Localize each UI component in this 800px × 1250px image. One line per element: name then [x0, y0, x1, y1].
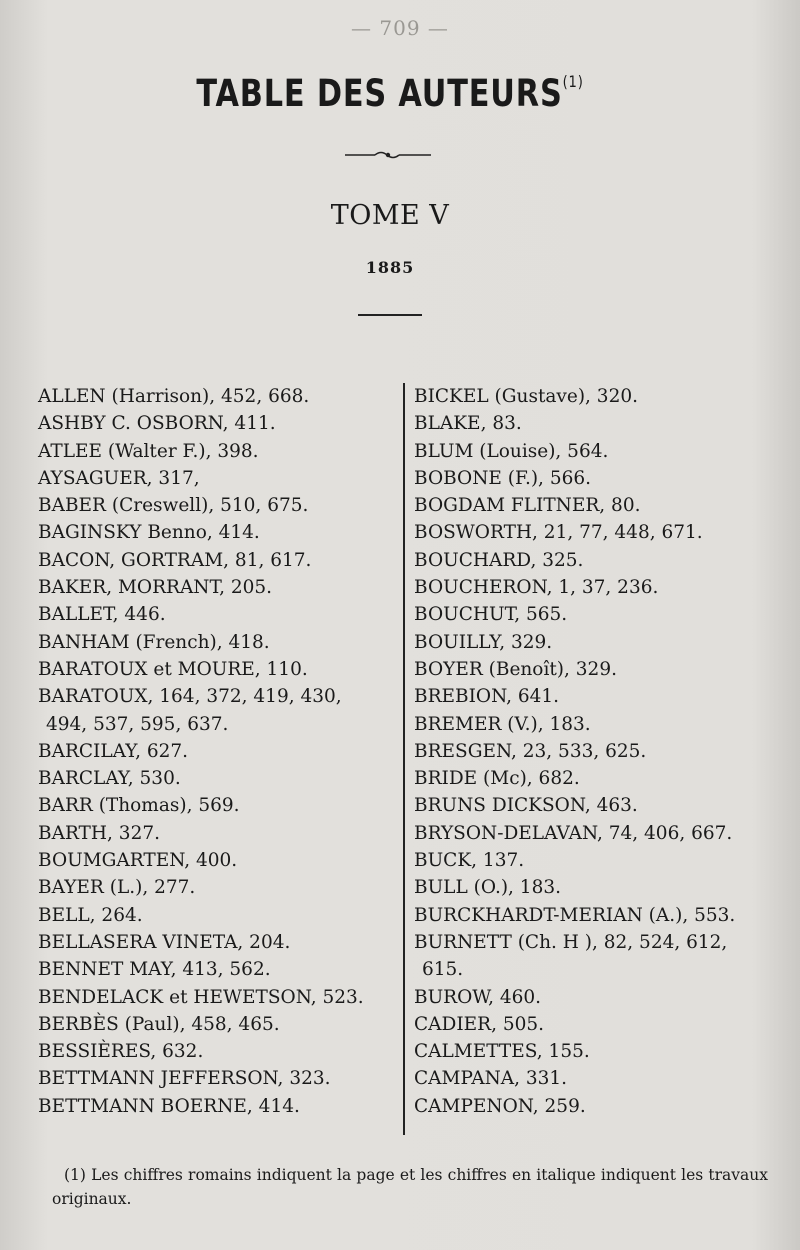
title-footnote-mark: (1): [562, 72, 584, 91]
index-entry: BARCILAY, 627.: [38, 740, 189, 762]
index-entry: BACON, GORTRAM, 81, 617.: [38, 549, 312, 571]
index-entry: BICKEL (Gustave), 320.: [414, 386, 638, 407]
index-entry: BESSIÈRES, 632.: [38, 1041, 204, 1063]
index-entry: BOUCHUT, 565.: [414, 604, 568, 626]
index-entry: BETTMANN JEFFERSON, 323.: [38, 1068, 331, 1090]
index-entry: BREBION, 641.: [414, 686, 560, 708]
index-entry: CALMETTES, 155.: [414, 1041, 590, 1063]
page-number: — 709 —: [351, 16, 449, 40]
heading-rule: [358, 314, 422, 316]
index-entry: BURCKHARDT-MERIAN (A.), 553.: [414, 904, 736, 926]
index-entry: BRESGEN, 23, 533, 625.: [414, 740, 647, 762]
index-entry: BAKER, MORRANT, 205.: [38, 577, 273, 599]
index-entry: BURNETT (Ch. H ), 82, 524, 612,: [414, 931, 728, 953]
index-entry: BUCK, 137.: [414, 850, 525, 872]
index-entry: BOUILLY, 329.: [414, 631, 553, 653]
index-entry: BRYSON-DELAVAN, 74, 406, 667.: [414, 822, 733, 844]
index-entry: BLAKE, 83.: [414, 413, 522, 435]
index-entry: BOGDAM FLITNER, 80.: [414, 495, 641, 517]
index-entry: BABER (Creswell), 510, 675.: [38, 495, 309, 517]
index-entry: BARATOUX, 164, 372, 419, 430,: [38, 686, 342, 708]
column-divider: [403, 383, 405, 1135]
index-entry: BELL, 264.: [38, 904, 143, 926]
ornament-divider-icon: [345, 150, 431, 160]
index-entry: BRUNS DICKSON, 463.: [414, 795, 638, 817]
index-entry: BARATOUX et MOURE, 110.: [38, 658, 308, 680]
index-entry: BOUCHERON, 1, 37, 236.: [414, 577, 659, 599]
index-entry: BAYER (L.), 277.: [38, 877, 196, 899]
index-entry: BUROW, 460.: [414, 986, 542, 1008]
author-column-right: [414, 383, 774, 1120]
index-entry: BOUMGARTEN, 400.: [38, 850, 238, 872]
index-entry: CADIER, 505.: [414, 1013, 545, 1035]
index-entry: BULL (O.), 183.: [414, 877, 561, 899]
title-text: TABLE DES AUTEURS: [196, 72, 563, 115]
page-title: [160, 72, 619, 115]
index-entry: BOYER (Benoît), 329.: [414, 658, 617, 680]
index-entry: CAMPENON, 259.: [414, 1095, 586, 1117]
index-entry: ALLEN (Harrison), 452, 668.: [38, 386, 310, 407]
index-entry: BERBÈS (Paul), 458, 465.: [38, 1013, 280, 1035]
tome-heading: TOME V: [330, 200, 450, 231]
index-entry: CAMPANA, 331.: [414, 1068, 568, 1090]
index-entry: BELLASERA VINETA, 204.: [38, 931, 291, 953]
index-entry: BLUM (Louise), 564.: [414, 440, 609, 462]
index-entry: BARR (Thomas), 569.: [38, 795, 240, 817]
index-entry: BETTMANN BOERNE, 414.: [38, 1095, 300, 1117]
index-entry: BANHAM (French), 418.: [38, 631, 270, 653]
index-entry: ATLEE (Walter F.), 398.: [38, 440, 259, 462]
year-heading: 1885: [365, 258, 415, 277]
index-entry-continuation: 494, 537, 595, 637.: [46, 713, 229, 735]
index-entry: BALLET, 446.: [38, 604, 166, 626]
author-column-left: [38, 383, 393, 1120]
index-entry: BENNET MAY, 413, 562.: [38, 959, 271, 981]
index-entry: BOBONE (F.), 566.: [414, 467, 592, 489]
index-entry: BREMER (V.), 183.: [414, 713, 591, 735]
index-entry: BARCLAY, 530.: [38, 768, 181, 790]
index-entry-continuation: 615.: [422, 959, 464, 981]
index-entry: BARTH, 327.: [38, 822, 160, 844]
index-entry: BOUCHARD, 325.: [414, 549, 584, 571]
index-entry: BOSWORTH, 21, 77, 448, 671.: [414, 522, 703, 544]
index-entry: AYSAGUER, 317,: [38, 467, 200, 489]
index-entry: BAGINSKY Benno, 414.: [38, 522, 260, 544]
footnote: (1) Les chiffres romains indiquent la page et les chiffres en italique indiquent les travaux originaux.: [52, 1166, 768, 1208]
index-entry: BRIDE (Mc), 682.: [414, 768, 580, 790]
index-entry: BENDELACK et HEWETSON, 523.: [38, 986, 364, 1008]
index-entry: ASHBY C. OSBORN, 411.: [38, 413, 276, 435]
